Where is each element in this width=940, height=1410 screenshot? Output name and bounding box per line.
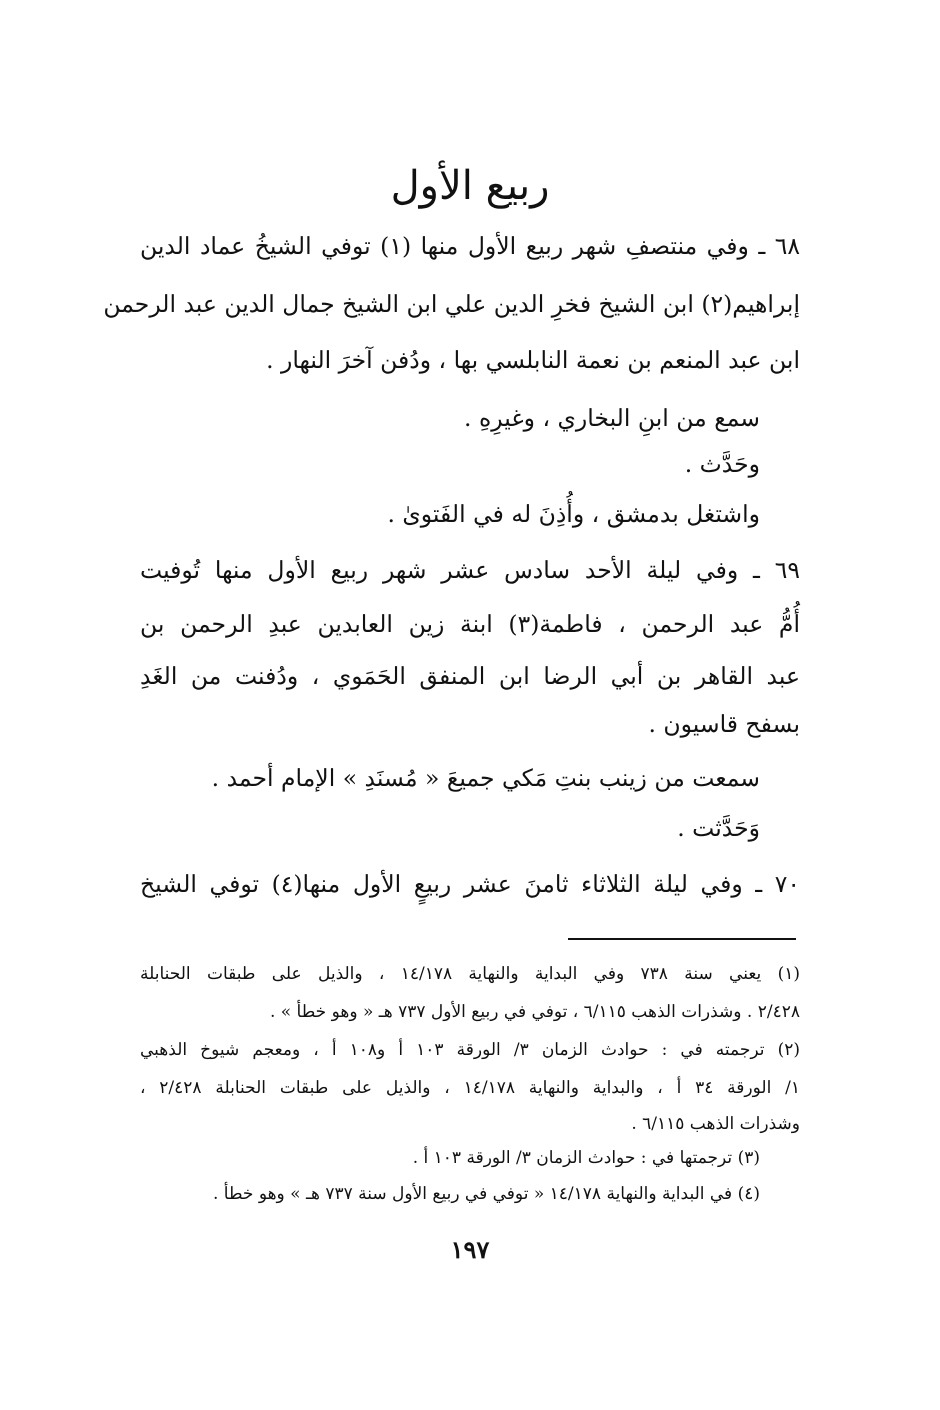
- entry-68-line-5: وحَدَّث .: [684, 450, 760, 478]
- entry-69-line-2: أُمُّ عبد الرحمن ، فاطمة(٣) ابنة زين العابدين عبدِ الرحمن بن: [140, 610, 800, 638]
- page-number: ١٩٧: [450, 1235, 490, 1264]
- footnote-1-line-1: (١) يعني سنة ٧٣٨ وفي البداية والنهاية ١٤/١٧٨ ، والذيل على طبقات الحنابلة: [140, 964, 800, 984]
- entry-69-line-1: ٦٩ ـ وفي ليلة الأحد سادس عشر شهر ربيع الأول منها تُوفيت: [140, 556, 800, 584]
- entry-69-line-6: وَحَدَّثت .: [677, 814, 760, 842]
- entry-68-line-1: ٦٨ ـ وفي منتصفِ شهر ربيع الأول منها (١) توفي الشيخُ عماد الدين: [140, 232, 800, 260]
- footnote-2-line-1: (٢) ترجمته في : حوادث الزمان ٣/ الورقة ١٠٣ أ و١٠٨ أ ، ومعجم شيوخ الذهبي: [140, 1040, 800, 1060]
- entry-69-line-4: بسفح قاسيون .: [648, 710, 800, 738]
- footnote-2-line-3: وشذرات الذهب ٦/١١٥ .: [631, 1114, 800, 1134]
- entry-68-line-2: إبراهيم(٢) ابن الشيخ فخرِ الدين علي ابن الشيخ جمال الدين عبد الرحمن: [103, 290, 800, 318]
- entry-68-line-6: واشتغل بدمشق ، وأُذِنَ له في الفَتوىٰ .: [387, 500, 760, 528]
- entry-68-line-3: ابن عبد المنعم بن نعمة النابلسي بها ، ودُفن آخرَ النهار .: [266, 346, 800, 374]
- footnote-1-line-2: ٢/٤٢٨ . وشذرات الذهب ٦/١١٥ ، توفي في ربيع الأول ٧٣٧ هـ « وهو خطأ » .: [269, 1002, 800, 1022]
- entry-69-line-3: عبد القاهر بن أبي الرضا ابن المنفق الحَمَوي ، ودُفنت من الغَدِ: [140, 662, 800, 690]
- section-heading: ربيع الأول: [390, 163, 550, 209]
- entry-69-line-5: سمعت من زينب بنتِ مَكي جميعَ « مُسنَدِ » الإمام أحمد .: [211, 764, 760, 792]
- footnote-2-line-2: ١/ الورقة ٣٤ أ ، والبداية والنهاية ١٤/١٧٨ ، والذيل على طبقات الحنابلة ٢/٤٢٨ ،: [140, 1078, 800, 1098]
- entry-70-line-1: ٧٠ ـ وفي ليلة الثلاثاء ثامنَ عشر ربيعٍ الأول منها(٤) توفي الشيخ: [140, 870, 800, 898]
- entry-68-line-4: سمع من ابنِ البخاري ، وغيرِهِ .: [464, 404, 760, 432]
- footnote-4: (٤) في البداية والنهاية ١٤/١٧٨ « توفي في ربيع الأول سنة ٧٣٧ هـ » وهو خطأ .: [212, 1184, 760, 1204]
- footnote-separator: [568, 938, 796, 940]
- footnote-3: (٣) ترجمتها في : حوادث الزمان ٣/ الورقة ١٠٣ أ .: [412, 1148, 760, 1168]
